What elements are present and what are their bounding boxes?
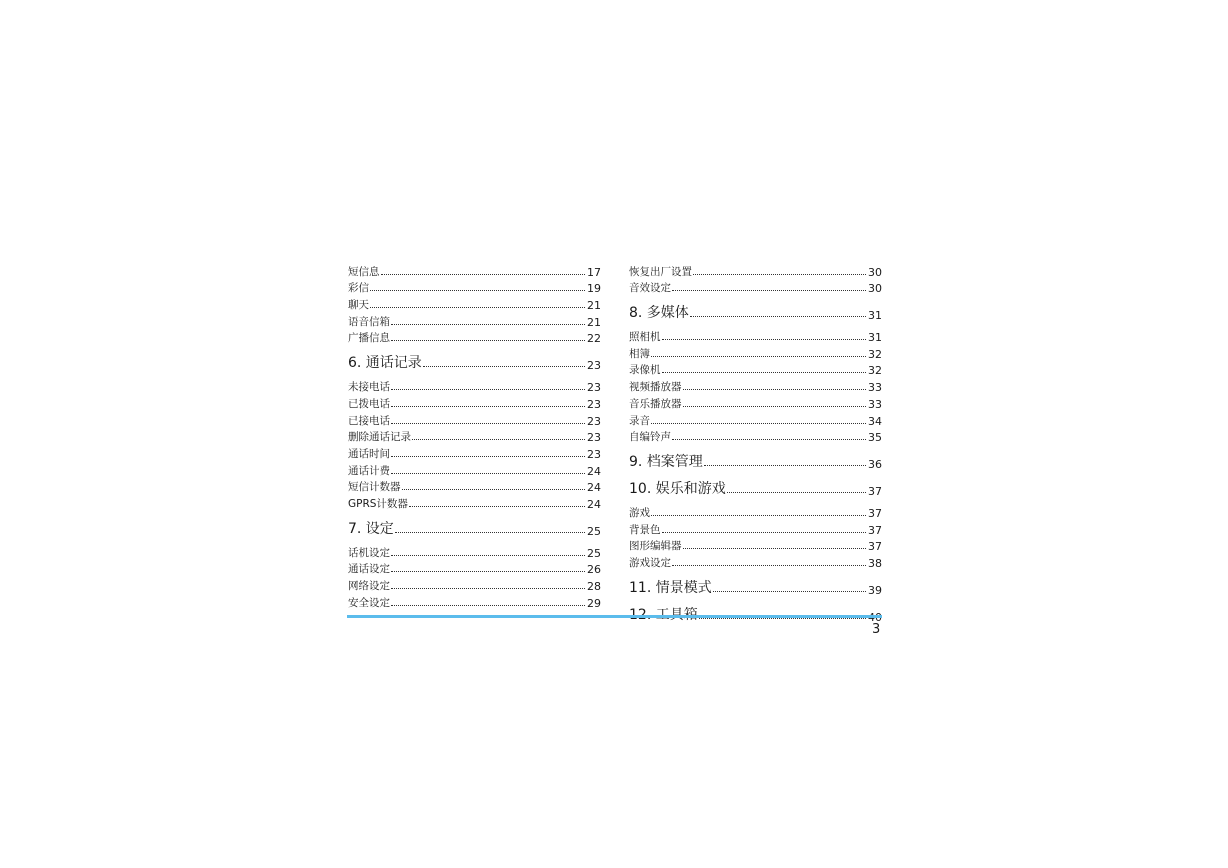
toc-entry-page: 38 [868,556,882,570]
toc-entry[interactable] [348,411,601,428]
dot-leader [683,548,867,549]
dot-leader [662,339,867,340]
dot-leader [391,571,585,572]
toc-entry-page: 32 [868,364,882,378]
toc-entry[interactable] [629,344,882,361]
dot-leader [391,555,585,556]
toc-entry-label: 图形编辑器 [629,540,682,553]
toc-entry[interactable] [348,576,601,593]
toc-entry-label: 视频播放器 [629,381,682,394]
toc-entry[interactable] [348,560,601,577]
dot-leader [391,588,585,589]
dot-leader [662,532,867,533]
toc-entry[interactable] [629,327,882,344]
toc-entry-label: 通话设定 [348,563,390,576]
toc-entry-label: 录像机 [629,364,661,377]
toc-entry-page: 31 [868,309,882,323]
toc-entry-page: 34 [868,414,882,428]
toc-entry[interactable] [629,394,882,411]
toc-entry-label: 录音 [629,414,650,427]
toc-entry-page: 36 [868,458,882,472]
toc-section-entry[interactable] [348,352,601,372]
dot-leader [683,406,867,407]
toc-entry[interactable] [348,593,601,610]
toc-entry-page: 21 [587,315,601,329]
toc-entry-page: 35 [868,431,882,445]
toc-entry-page: 37 [868,540,882,554]
toc-entry-page: 33 [868,381,882,395]
toc-entry-label: 短信息 [348,265,380,278]
toc-entry-page: 25 [587,546,601,560]
toc-entry-page: 23 [587,431,601,445]
toc-entry-page: 22 [587,332,601,346]
toc-left-column [348,262,601,610]
toc-entry-page: 21 [587,299,601,313]
dot-leader [662,372,867,373]
toc-entry-label: 8. 多媒体 [629,305,689,322]
toc-entry-label: 6. 通话记录 [348,355,422,372]
dot-leader [713,591,866,592]
dot-leader [391,605,585,606]
toc-entry-page: 31 [868,331,882,345]
toc-entry-page: 23 [587,381,601,395]
toc-entry[interactable] [348,494,601,511]
toc-entry-label [629,604,698,624]
toc-entry-label: 未接电话 [348,381,390,394]
toc-entry-label: 删除通话记录 [348,431,411,444]
toc-entry[interactable] [629,553,882,570]
toc-entry[interactable] [629,377,882,394]
toc-entry-page: 37 [868,506,882,520]
toc-entry-label: 安全设定 [348,596,390,609]
toc-entry[interactable] [348,329,601,346]
toc-entry-page: 30 [868,282,882,296]
dot-leader [391,406,585,407]
dot-leader [391,324,585,325]
toc-section-entry[interactable] [629,451,882,471]
toc-section-entry[interactable] [629,604,882,624]
toc-section-entry[interactable] [348,518,601,538]
dot-leader [391,473,585,474]
toc-entry[interactable] [629,537,882,554]
toc-entry-page: 32 [868,347,882,361]
toc-entry[interactable] [629,503,882,520]
toc-entry-label: 短信计数器 [348,481,401,494]
toc-entry-label: 相簿 [629,347,650,360]
dot-leader [651,423,866,424]
dot-leader [409,506,585,507]
toc-entry-page: 24 [587,481,601,495]
toc-entry-label: 9. 档案管理 [629,454,703,471]
toc-entry[interactable] [629,262,882,279]
toc-entry-page: 23 [587,359,601,373]
toc-entry-label: 11. 情景模式 [629,579,712,596]
dot-leader [370,290,585,291]
toc-entry-label: 广播信息 [348,332,390,345]
toc-entry-label: 已拨电话 [348,397,390,410]
toc-entry-label: 聊天 [348,299,369,312]
toc-entry-page: 23 [587,414,601,428]
toc-entry[interactable] [348,428,601,445]
footer-rule [347,615,882,618]
toc-entry[interactable] [348,543,601,560]
toc-entry-page: 39 [868,583,882,597]
dot-leader [690,316,866,317]
toc-entry-label: 话机设定 [348,546,390,559]
toc-entry-label: 恢复出厂设置 [629,265,692,278]
toc-right-column [629,262,882,629]
toc-entry-label: 通话计费 [348,464,390,477]
toc-entry[interactable] [629,411,882,428]
toc-entry-label: 网络设定 [348,580,390,592]
toc-entry-label: 语音信箱 [348,315,390,328]
toc-entry[interactable] [348,444,601,461]
toc-entry-page: 17 [587,265,601,279]
toc-entry[interactable] [348,461,601,478]
dot-leader [423,366,585,367]
toc-entry[interactable] [348,295,601,312]
toc-entry-label: 通话时间 [348,447,390,460]
dot-leader [391,389,585,390]
toc-entry-page: 25 [587,524,601,538]
toc-entry-page: 29 [587,596,601,610]
toc-entry-page: 19 [587,282,601,296]
toc-entry-page: 30 [868,265,882,279]
toc-section-entry[interactable] [629,478,882,498]
toc-entry-page: 37 [868,523,882,537]
toc-section-entry[interactable] [629,577,882,597]
toc-entry[interactable] [629,520,882,537]
dot-leader [693,274,866,275]
toc-entry-label: 10. 娱乐和游戏 [629,481,726,498]
toc-entry[interactable] [629,428,882,445]
dot-leader [672,290,866,291]
dot-leader [672,565,866,566]
toc-entry[interactable] [629,361,882,378]
toc-entry-label: 音效设定 [629,282,671,295]
dot-leader [727,492,866,493]
dot-leader [391,340,585,341]
toc-section-entry[interactable] [629,302,882,322]
toc-entry[interactable] [629,279,882,296]
toc-entry-page: 24 [587,497,601,511]
toc-entry-label: 音乐播放器 [629,397,682,410]
toc-entry-label: 游戏 [629,506,650,519]
toc-entry-page: 24 [587,464,601,478]
page-number: 3 [872,622,881,637]
dot-leader [651,515,866,516]
toc-entry-label: 彩信 [348,282,369,295]
toc-entry-page: 23 [587,397,601,411]
dot-leader [412,439,585,440]
toc-entry-page: 28 [587,580,601,593]
toc-entry-label: 自编铃声 [629,431,671,444]
toc-entry-label: GPRS计数器 [348,497,408,510]
toc-entry-label: 背景色 [629,523,661,536]
dot-leader [391,456,585,457]
dot-leader [402,489,586,490]
toc-entry-page: 37 [868,485,882,499]
toc-entry[interactable] [348,478,601,495]
dot-leader [391,423,585,424]
toc-entry[interactable] [348,279,601,296]
toc-entry-label: 游戏设定 [629,556,671,569]
toc-entry-page: 23 [587,447,601,461]
toc-entry[interactable] [348,377,601,394]
toc-entry[interactable] [348,312,601,329]
dot-leader [370,307,585,308]
toc-entry-label: 已接电话 [348,414,390,427]
dot-leader [651,356,866,357]
toc-entry-label: 7. 设定 [348,520,394,537]
dot-leader [395,532,585,533]
toc-entry-page: 26 [587,563,601,577]
toc-entry[interactable] [348,394,601,411]
dot-leader [683,389,867,390]
dot-leader [672,439,866,440]
dot-leader [699,618,866,619]
dot-leader [381,274,586,275]
toc-entry-label: 照相机 [629,331,661,344]
toc-entry[interactable] [348,262,601,279]
dot-leader [704,465,866,466]
toc-entry-page: 33 [868,397,882,411]
